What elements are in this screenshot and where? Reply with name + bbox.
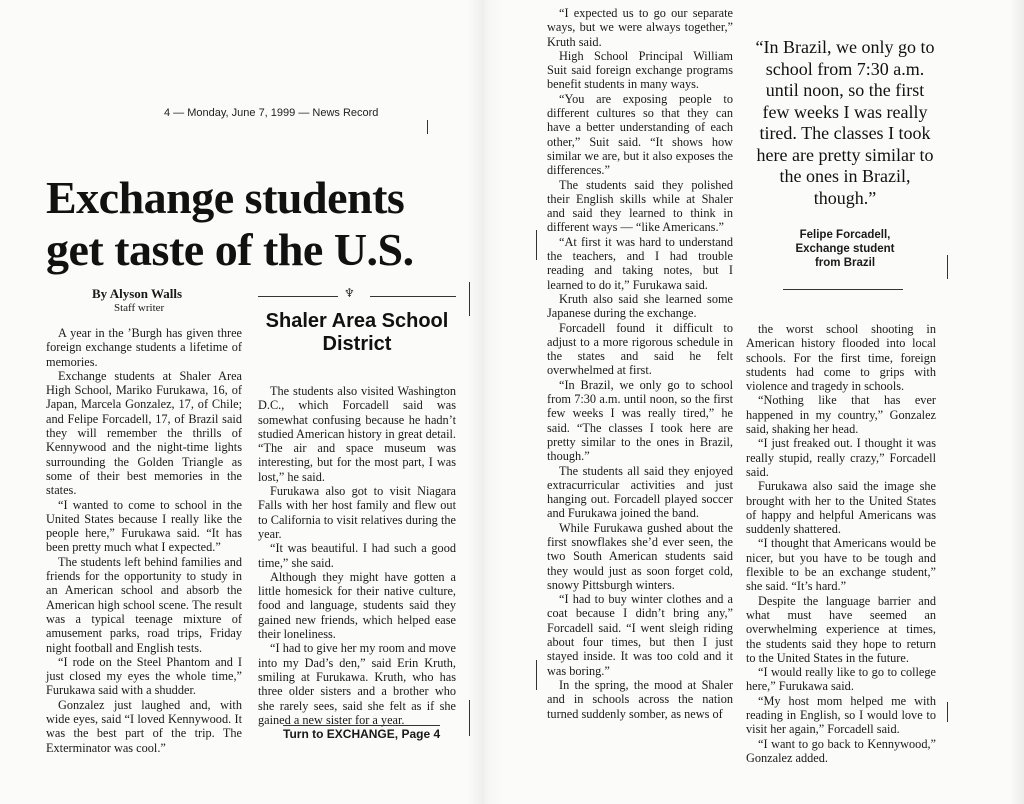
paragraph: Although they might have gotten a little homesick for their native culture, food and language, students said they gained new friends, which helped ease their loneliness. bbox=[258, 569, 456, 642]
article-column-1 bbox=[46, 326, 242, 755]
paragraph: “I had to give her my room and move into my Dad’s den,” said Erin Kruth, smiling at Furukawa. Kruth, who has three older sisters and a brother who she rarely sees, said she felt as if she gained a new sister for a year. bbox=[258, 641, 456, 727]
paragraph: “I expected us to go our separate ways, but we were always together,” Kruth said. bbox=[547, 6, 733, 49]
paragraph: “I just freaked out. I thought it was really stupid, really crazy,” Forcadell said. bbox=[746, 436, 936, 479]
pull-quote: “In Brazil, we only go to school from 7:30 a.m. until noon, so the first few weeks I was really tired. The classes I took here are pretty similar to the ones in Brazil, though.” bbox=[755, 37, 935, 208]
attribution-line-2: Exchange student bbox=[795, 243, 895, 255]
crop-tick bbox=[469, 282, 470, 316]
paragraph: “I had to buy winter clothes and a coat because I didn’t bring any,” Forcadell said. “I went sleigh riding about four times, but then I just stayed inside. It was too cold and it was boring.” bbox=[547, 592, 733, 678]
article-column-2 bbox=[258, 384, 456, 727]
ornament-glyph: ♆ bbox=[344, 286, 355, 300]
paragraph: A year in the ’Burgh has given three foreign exchange students a lifetime of memories. bbox=[46, 326, 242, 369]
paragraph: “It was beautiful. I had such a good time,” she said. bbox=[258, 541, 456, 570]
paragraph: Furukawa also got to visit Niagara Falls with her host family and flew out to California to visit relatives during the year. bbox=[258, 484, 456, 541]
paragraph: Furukawa also said the image she brought with her to the United States of happy and helpful Americans was suddenly shattered. bbox=[746, 479, 936, 537]
crop-tick bbox=[427, 120, 428, 134]
paragraph: “I rode on the Steel Phantom and I just closed my eyes the whole time,” Furukawa said with a shudder. bbox=[46, 654, 242, 698]
paragraph: In the spring, the mood at Shaler and in schools across the nation turned suddenly somber, as news of bbox=[547, 677, 733, 721]
paragraph: Exchange students at Shaler Area High School, Mariko Furukawa, 16, of Japan, Marcela Gonzalez, 17, of Chile; and Felipe Forcadell, 17, of Brazil said they will remember the thrills of Kennywood and the night-time lights surrounding the Golden Triangle as some of their best memories in the states. bbox=[46, 368, 242, 498]
paragraph: Kruth also said she learned some Japanese during the exchange. bbox=[547, 291, 733, 321]
headline: Exchange students get taste of the U.S. bbox=[46, 172, 414, 275]
section-heading: Shaler Area School District bbox=[265, 310, 449, 355]
paragraph: the worst school shooting in American history flooded into local schools. For the first time, foreign students had come to grips with violence and tragedy in schools. bbox=[746, 322, 936, 394]
paragraph: “Nothing like that has ever happened in my country,” Gonzalez said, shaking her head. bbox=[746, 393, 936, 437]
page-fold-shadow bbox=[467, 0, 503, 804]
paragraph: “At first it was hard to understand the teachers, and I had trouble reading and taking notes, but I learned to do it,” Furukawa said. bbox=[547, 234, 733, 292]
paragraph: The students left behind families and friends for the opportunity to study in an American school and absorb the American high school scene. The result was a typical teenage mixture of amusement parks, road trips, Friday night football and English tests. bbox=[46, 554, 242, 655]
paragraph: “I thought that Americans would be nicer, but you have to be tough and flexible to be an exchange student,” she said. “It’s hard.” bbox=[746, 536, 936, 594]
paragraph: “I would really like to go to college here,” Furukawa said. bbox=[746, 665, 936, 694]
byline-role: Staff writer bbox=[114, 302, 165, 314]
ornament-rule-right bbox=[370, 296, 456, 297]
paragraph: “In Brazil, we only go to school from 7:30 a.m. until noon, so the first few weeks I was really tired,” he said. “The classes I took here are pretty similar to the ones in Brazil, though.” bbox=[547, 377, 733, 464]
byline-name: By Alyson Walls bbox=[92, 286, 183, 301]
byline bbox=[92, 287, 182, 315]
paragraph: “I want to go back to Kennywood,” Gonzalez added. bbox=[746, 736, 936, 765]
paragraph: “My host mom helped me with reading in English, so I would love to visit her again,” Forcadell said. bbox=[746, 693, 936, 737]
crop-tick bbox=[536, 230, 537, 260]
crop-tick bbox=[947, 702, 948, 722]
paragraph: Gonzalez just laughed and, with wide eyes, said “I loved Kennywood. It was the best part of the trip. The Exterminator was cool.” bbox=[46, 697, 242, 755]
paragraph: The students said they polished their English skills while at Shaler and said they learned to think in different ways — “like Americans.” bbox=[547, 177, 733, 235]
paragraph: The students also visited Washington D.C., which Forcadell said was somewhat confusing because he hadn’t studied American history in great detail. “The air and space museum was interesting, but for the most part, I was lost,” he said. bbox=[258, 384, 456, 484]
paragraph: “You are exposing people to different cultures so that they can have a better understanding of each other,” Suit said. “It shows how similar we are, but it also exposes the differences.” bbox=[547, 91, 733, 178]
paragraph: Despite the language barrier and what must have seemed an overwhelming experience at times, the students said they hope to return to the United States in the future. bbox=[746, 593, 936, 665]
jump-line: Turn to EXCHANGE, Page 4 bbox=[283, 727, 441, 741]
paragraph: High School Principal William Suit said foreign exchange programs benefit students in many ways. bbox=[547, 48, 733, 92]
crop-tick bbox=[947, 255, 948, 279]
ornament-rule-left bbox=[258, 296, 338, 297]
attribution-rule bbox=[783, 289, 903, 290]
paragraph: Forcadell found it difficult to adjust to a more rigorous schedule in the states and said he felt overwhelmed at first. bbox=[547, 320, 733, 378]
pull-quote-attribution bbox=[752, 228, 938, 270]
paragraph: While Furukawa gushed about the first snowflakes she’d ever seen, the two South American students said they would just as soon forget cold, snowy Pittsburgh winters. bbox=[547, 520, 733, 592]
attribution-line-3: from Brazil bbox=[814, 257, 876, 269]
paragraph: The students all said they enjoyed extracurricular activities and just hanging out. Forcadell played soccer and Furukawa joined the band. bbox=[547, 463, 733, 521]
page-edge-shadow bbox=[1010, 0, 1024, 804]
folio-line: 4 — Monday, June 7, 1999 — News Record bbox=[164, 107, 379, 119]
article-column-3 bbox=[547, 6, 733, 721]
attribution-name: Felipe Forcadell, bbox=[799, 229, 891, 241]
crop-tick bbox=[469, 700, 470, 736]
article-column-4 bbox=[746, 322, 936, 765]
crop-tick bbox=[536, 660, 537, 690]
paragraph: “I wanted to come to school in the United States because I really like the people here,” Furukawa said. “It has been pretty much what I expected.” bbox=[46, 497, 242, 555]
